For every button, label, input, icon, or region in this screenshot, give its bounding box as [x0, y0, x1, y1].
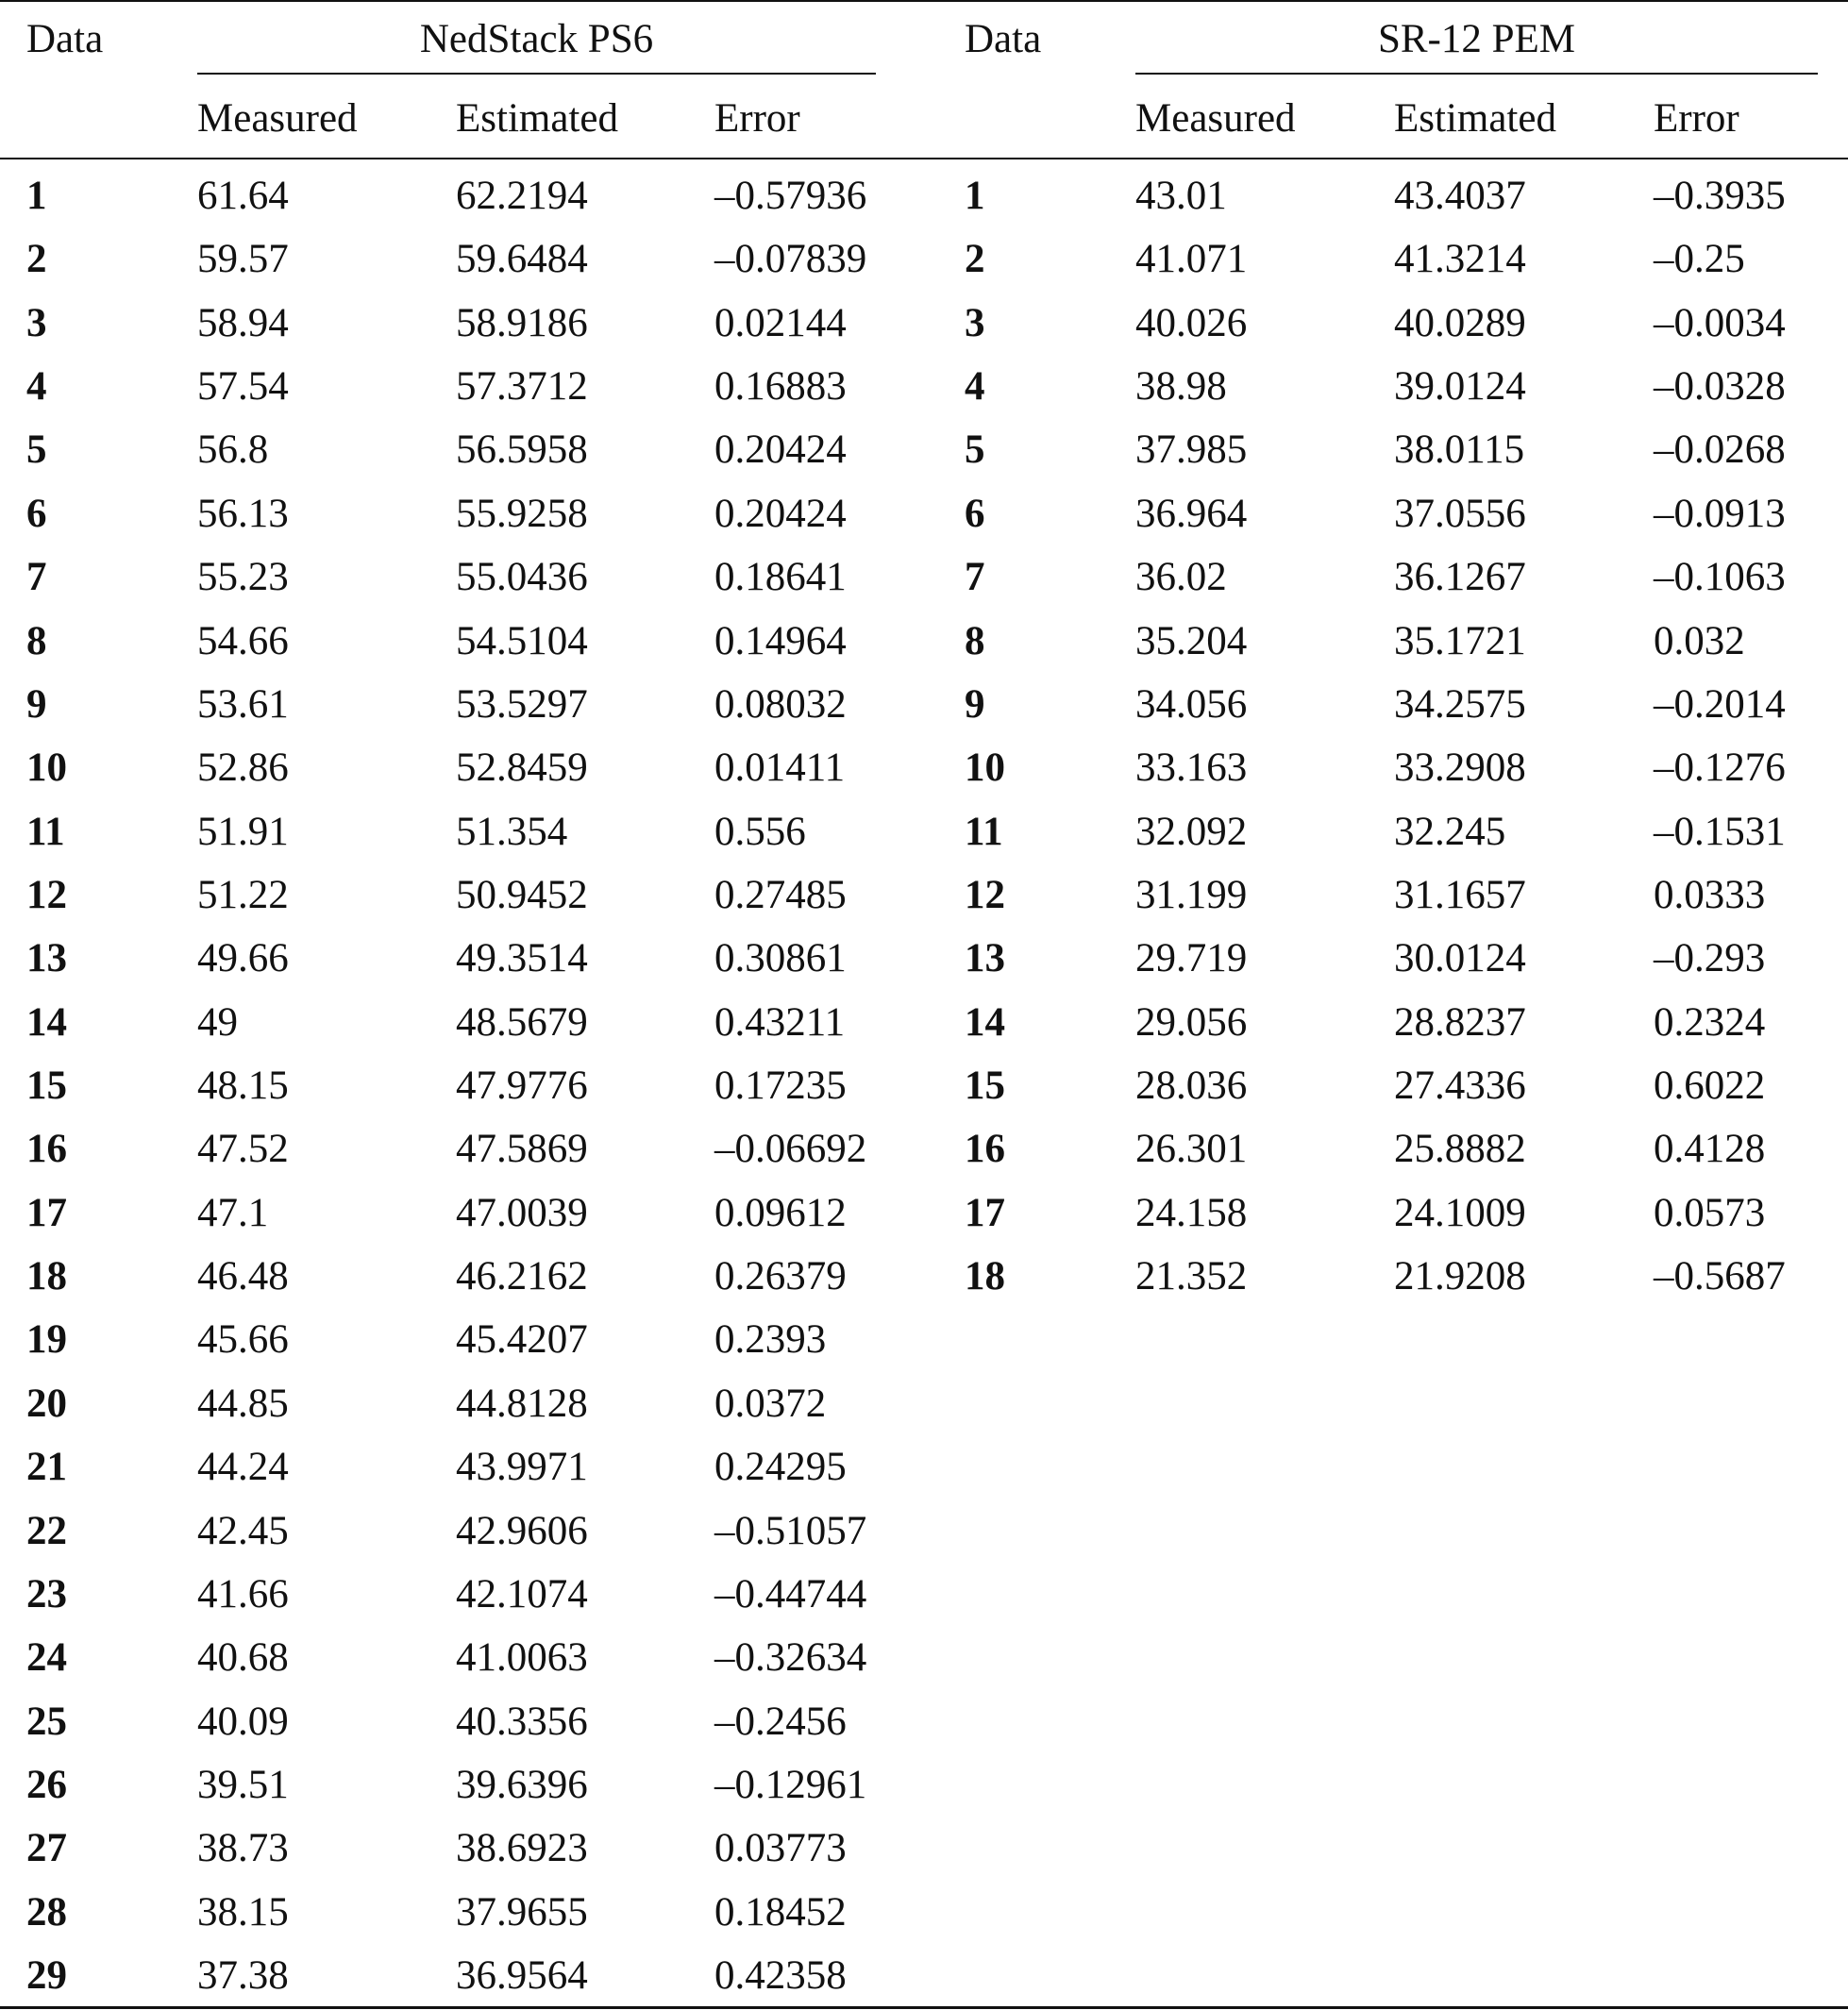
nedstack-estimated-value: 51.354 [456, 810, 568, 854]
sr12-error-value: –0.25 [1654, 237, 1745, 281]
nedstack-estimated-value: 42.1074 [456, 1572, 588, 1616]
nedstack-data-index: 16 [26, 1127, 67, 1171]
nedstack-data-index: 19 [26, 1317, 67, 1362]
sr12-data-index: 14 [965, 1000, 1005, 1045]
nedstack-measured-value: 47.52 [197, 1127, 289, 1171]
nedstack-measured-value: 48.15 [197, 1064, 289, 1108]
nedstack-measured-value: 46.48 [197, 1254, 289, 1298]
sr12-measured-value: 32.092 [1135, 810, 1248, 854]
nedstack-estimated-value: 47.0039 [456, 1191, 588, 1235]
nedstack-error-value: 0.14964 [714, 619, 847, 663]
sr12-estimated-value: 35.1721 [1394, 619, 1526, 663]
sr12-error-value: –0.3935 [1654, 174, 1786, 218]
header-data-right: Data [965, 17, 1042, 61]
nedstack-error-value: –0.44744 [714, 1572, 867, 1616]
sr12-measured-value: 33.163 [1135, 745, 1248, 790]
nedstack-estimated-value: 50.9452 [456, 873, 588, 917]
nedstack-measured-value: 47.1 [197, 1191, 269, 1235]
sr12-measured-value: 31.199 [1135, 873, 1248, 917]
nedstack-data-index: 6 [26, 492, 47, 536]
nedstack-measured-value: 57.54 [197, 364, 289, 409]
sr12-measured-value: 29.719 [1135, 936, 1248, 980]
nedstack-data-index: 3 [26, 301, 47, 345]
nedstack-measured-value: 38.15 [197, 1890, 289, 1935]
nedstack-data-index: 20 [26, 1382, 67, 1426]
nedstack-measured-value: 49.66 [197, 936, 289, 980]
sr12-data-index: 9 [965, 682, 985, 727]
nedstack-error-value: 0.20424 [714, 427, 847, 472]
nedstack-data-index: 5 [26, 427, 47, 472]
sr12-estimated-value: 36.1267 [1394, 555, 1526, 599]
header-error-left: Error [714, 96, 800, 141]
nedstack-error-value: 0.02144 [714, 301, 847, 345]
nedstack-error-value: 0.30861 [714, 936, 847, 980]
nedstack-estimated-value: 41.0063 [456, 1635, 588, 1680]
sr12-error-value: –0.1531 [1654, 810, 1786, 854]
nedstack-measured-value: 40.68 [197, 1635, 289, 1680]
nedstack-data-index: 17 [26, 1191, 67, 1235]
nedstack-estimated-value: 52.8459 [456, 745, 588, 790]
sr12-error-value: –0.5687 [1654, 1254, 1786, 1298]
sr12-measured-value: 34.056 [1135, 682, 1248, 727]
nedstack-estimated-value: 47.9776 [456, 1064, 588, 1108]
nedstack-error-value: –0.12961 [714, 1763, 867, 1807]
nedstack-data-index: 29 [26, 1953, 67, 1998]
sr12-estimated-value: 25.8882 [1394, 1127, 1526, 1171]
sr12-estimated-value: 41.3214 [1394, 237, 1526, 281]
sr12-data-index: 12 [965, 873, 1005, 917]
sr12-measured-value: 29.056 [1135, 1000, 1248, 1045]
nedstack-data-index: 7 [26, 555, 47, 599]
nedstack-error-value: 0.556 [714, 810, 806, 854]
table-bottom-rule [0, 2006, 1848, 2009]
nedstack-measured-value: 61.64 [197, 174, 289, 218]
sr12-estimated-value: 37.0556 [1394, 492, 1526, 536]
sr12-estimated-value: 34.2575 [1394, 682, 1526, 727]
nedstack-estimated-value: 55.0436 [456, 555, 588, 599]
nedstack-measured-value: 51.91 [197, 810, 289, 854]
nedstack-estimated-value: 47.5869 [456, 1127, 588, 1171]
nedstack-data-index: 10 [26, 745, 67, 790]
sr12-estimated-value: 38.0115 [1394, 427, 1525, 472]
nedstack-estimated-value: 57.3712 [456, 364, 588, 409]
nedstack-measured-value: 41.66 [197, 1572, 289, 1616]
nedstack-estimated-value: 40.3356 [456, 1700, 588, 1744]
nedstack-data-index: 2 [26, 237, 47, 281]
nedstack-measured-value: 38.73 [197, 1826, 289, 1870]
nedstack-measured-value: 52.86 [197, 745, 289, 790]
nedstack-measured-value: 54.66 [197, 619, 289, 663]
nedstack-error-value: 0.16883 [714, 364, 847, 409]
sr12-measured-value: 40.026 [1135, 301, 1248, 345]
sr12-data-index: 13 [965, 936, 1005, 980]
nedstack-measured-value: 44.24 [197, 1445, 289, 1489]
nedstack-estimated-value: 56.5958 [456, 427, 588, 472]
sr12-data-index: 7 [965, 555, 985, 599]
sr12-error-value: –0.0034 [1654, 301, 1786, 345]
nedstack-data-index: 8 [26, 619, 47, 663]
nedstack-data-index: 15 [26, 1064, 67, 1108]
sr12-error-value: –0.1276 [1654, 745, 1786, 790]
sr12-measured-value: 37.985 [1135, 427, 1248, 472]
nedstack-estimated-value: 62.2194 [456, 174, 588, 218]
sr12-data-index: 11 [965, 810, 1003, 854]
sr12-data-index: 6 [965, 492, 985, 536]
nedstack-data-index: 23 [26, 1572, 67, 1616]
nedstack-data-index: 28 [26, 1890, 67, 1935]
sr12-measured-value: 43.01 [1135, 174, 1227, 218]
header-data-left: Data [26, 17, 104, 61]
nedstack-error-value: 0.18452 [714, 1890, 847, 1935]
nedstack-data-index: 1 [26, 174, 47, 218]
nedstack-data-index: 26 [26, 1763, 67, 1807]
sr12-error-value: –0.1063 [1654, 555, 1786, 599]
sr12-error-value: –0.0328 [1654, 364, 1786, 409]
nedstack-measured-value: 37.38 [197, 1953, 289, 1998]
sr12-estimated-value: 28.8237 [1394, 1000, 1526, 1045]
nedstack-data-index: 4 [26, 364, 47, 409]
header-estimated-left: Estimated [456, 96, 618, 141]
sr12-measured-value: 35.204 [1135, 619, 1248, 663]
sr12-error-value: 0.2324 [1654, 1000, 1766, 1045]
nedstack-estimated-value: 37.9655 [456, 1890, 588, 1935]
header-estimated-right: Estimated [1394, 96, 1556, 141]
nedstack-error-value: 0.26379 [714, 1254, 847, 1298]
nedstack-data-index: 11 [26, 810, 65, 854]
sr12-measured-value: 41.071 [1135, 237, 1248, 281]
sr12-data-index: 4 [965, 364, 985, 409]
nedstack-error-value: 0.42358 [714, 1953, 847, 1998]
nedstack-data-index: 27 [26, 1826, 67, 1870]
nedstack-error-value: 0.08032 [714, 682, 847, 727]
nedstack-error-value: 0.0372 [714, 1382, 827, 1426]
nedstack-estimated-value: 55.9258 [456, 492, 588, 536]
nedstack-error-value: 0.01411 [714, 745, 846, 790]
nedstack-estimated-value: 54.5104 [456, 619, 588, 663]
sr12-data-index: 8 [965, 619, 985, 663]
nedstack-estimated-value: 48.5679 [456, 1000, 588, 1045]
nedstack-measured-value: 42.45 [197, 1509, 289, 1553]
nedstack-estimated-value: 44.8128 [456, 1382, 588, 1426]
sr12-error-value: 0.032 [1654, 619, 1745, 663]
header-error-right: Error [1654, 96, 1739, 141]
nedstack-measured-value: 51.22 [197, 873, 289, 917]
sr12-error-value: –0.0268 [1654, 427, 1786, 472]
sr12-estimated-value: 30.0124 [1394, 936, 1526, 980]
nedstack-estimated-value: 39.6396 [456, 1763, 588, 1807]
nedstack-measured-value: 39.51 [197, 1763, 289, 1807]
nedstack-data-index: 13 [26, 936, 67, 980]
nedstack-estimated-value: 46.2162 [456, 1254, 588, 1298]
sr12-data-index: 15 [965, 1064, 1005, 1108]
sr12-error-value: 0.6022 [1654, 1064, 1766, 1108]
sr12-data-index: 16 [965, 1127, 1005, 1171]
nedstack-error-value: –0.07839 [714, 237, 867, 281]
nedstack-error-value: –0.51057 [714, 1509, 867, 1553]
header-measured-right: Measured [1135, 96, 1296, 141]
sr12-data-index: 3 [965, 301, 985, 345]
sr12-measured-value: 36.964 [1135, 492, 1248, 536]
nedstack-error-value: 0.17235 [714, 1064, 847, 1108]
nedstack-estimated-value: 45.4207 [456, 1317, 588, 1362]
nedstack-measured-value: 58.94 [197, 301, 289, 345]
sr12-group-rule [1135, 73, 1818, 75]
nedstack-error-value: 0.27485 [714, 873, 847, 917]
nedstack-error-value: 0.09612 [714, 1191, 847, 1235]
nedstack-measured-value: 45.66 [197, 1317, 289, 1362]
nedstack-data-index: 24 [26, 1635, 67, 1680]
sr12-estimated-value: 31.1657 [1394, 873, 1526, 917]
sr12-measured-value: 28.036 [1135, 1064, 1248, 1108]
sr12-data-index: 10 [965, 745, 1005, 790]
sr12-estimated-value: 21.9208 [1394, 1254, 1526, 1298]
sr12-estimated-value: 40.0289 [1394, 301, 1526, 345]
nedstack-data-index: 9 [26, 682, 47, 727]
nedstack-error-value: 0.03773 [714, 1826, 847, 1870]
nedstack-data-index: 12 [26, 873, 67, 917]
nedstack-data-index: 21 [26, 1445, 67, 1489]
nedstack-estimated-value: 58.9186 [456, 301, 588, 345]
nedstack-measured-value: 53.61 [197, 682, 289, 727]
sr12-data-index: 18 [965, 1254, 1005, 1298]
nedstack-measured-value: 40.09 [197, 1700, 289, 1744]
header-group-sr12: SR-12 PEM [1377, 17, 1576, 61]
nedstack-data-index: 22 [26, 1509, 67, 1553]
nedstack-measured-value: 55.23 [197, 555, 289, 599]
nedstack-estimated-value: 59.6484 [456, 237, 588, 281]
nedstack-error-value: –0.32634 [714, 1635, 867, 1680]
sr12-error-value: 0.0573 [1654, 1191, 1766, 1235]
nedstack-estimated-value: 38.6923 [456, 1826, 588, 1870]
nedstack-estimated-value: 43.9971 [456, 1445, 588, 1489]
nedstack-error-value: 0.18641 [714, 555, 847, 599]
sr12-estimated-value: 39.0124 [1394, 364, 1526, 409]
header-bottom-rule [0, 158, 1848, 159]
nedstack-estimated-value: 42.9606 [456, 1509, 588, 1553]
nedstack-error-value: 0.24295 [714, 1445, 847, 1489]
header-measured-left: Measured [197, 96, 358, 141]
sr12-measured-value: 21.352 [1135, 1254, 1248, 1298]
sr12-error-value: –0.293 [1654, 936, 1766, 980]
sr12-error-value: 0.4128 [1654, 1127, 1766, 1171]
nedstack-data-index: 25 [26, 1700, 67, 1744]
nedstack-error-value: 0.43211 [714, 1000, 846, 1045]
nedstack-error-value: –0.57936 [714, 174, 867, 218]
sr12-error-value: –0.2014 [1654, 682, 1786, 727]
sr12-data-index: 1 [965, 174, 985, 218]
sr12-data-index: 5 [965, 427, 985, 472]
sr12-measured-value: 38.98 [1135, 364, 1227, 409]
nedstack-measured-value: 56.13 [197, 492, 289, 536]
nedstack-error-value: –0.06692 [714, 1127, 867, 1171]
sr12-error-value: –0.0913 [1654, 492, 1786, 536]
nedstack-measured-value: 59.57 [197, 237, 289, 281]
header-group-nedstack: NedStack PS6 [419, 17, 654, 61]
nedstack-estimated-value: 49.3514 [456, 936, 588, 980]
nedstack-measured-value: 49 [197, 1000, 238, 1045]
nedstack-measured-value: 44.85 [197, 1382, 289, 1426]
nedstack-measured-value: 56.8 [197, 427, 269, 472]
nedstack-data-index: 18 [26, 1254, 67, 1298]
nedstack-error-value: 0.20424 [714, 492, 847, 536]
sr12-data-index: 17 [965, 1191, 1005, 1235]
nedstack-data-index: 14 [26, 1000, 67, 1045]
sr12-estimated-value: 24.1009 [1394, 1191, 1526, 1235]
sr12-data-index: 2 [965, 237, 985, 281]
sr12-estimated-value: 27.4336 [1394, 1064, 1526, 1108]
nedstack-estimated-value: 53.5297 [456, 682, 588, 727]
sr12-estimated-value: 33.2908 [1394, 745, 1526, 790]
sr12-measured-value: 24.158 [1135, 1191, 1248, 1235]
nedstack-error-value: 0.2393 [714, 1317, 827, 1362]
sr12-estimated-value: 43.4037 [1394, 174, 1526, 218]
sr12-estimated-value: 32.245 [1394, 810, 1506, 854]
table-top-rule [0, 0, 1848, 2]
nedstack-error-value: –0.2456 [714, 1700, 847, 1744]
nedstack-group-rule [197, 73, 876, 75]
nedstack-estimated-value: 36.9564 [456, 1953, 588, 1998]
sr12-measured-value: 36.02 [1135, 555, 1227, 599]
sr12-measured-value: 26.301 [1135, 1127, 1248, 1171]
sr12-error-value: 0.0333 [1654, 873, 1766, 917]
